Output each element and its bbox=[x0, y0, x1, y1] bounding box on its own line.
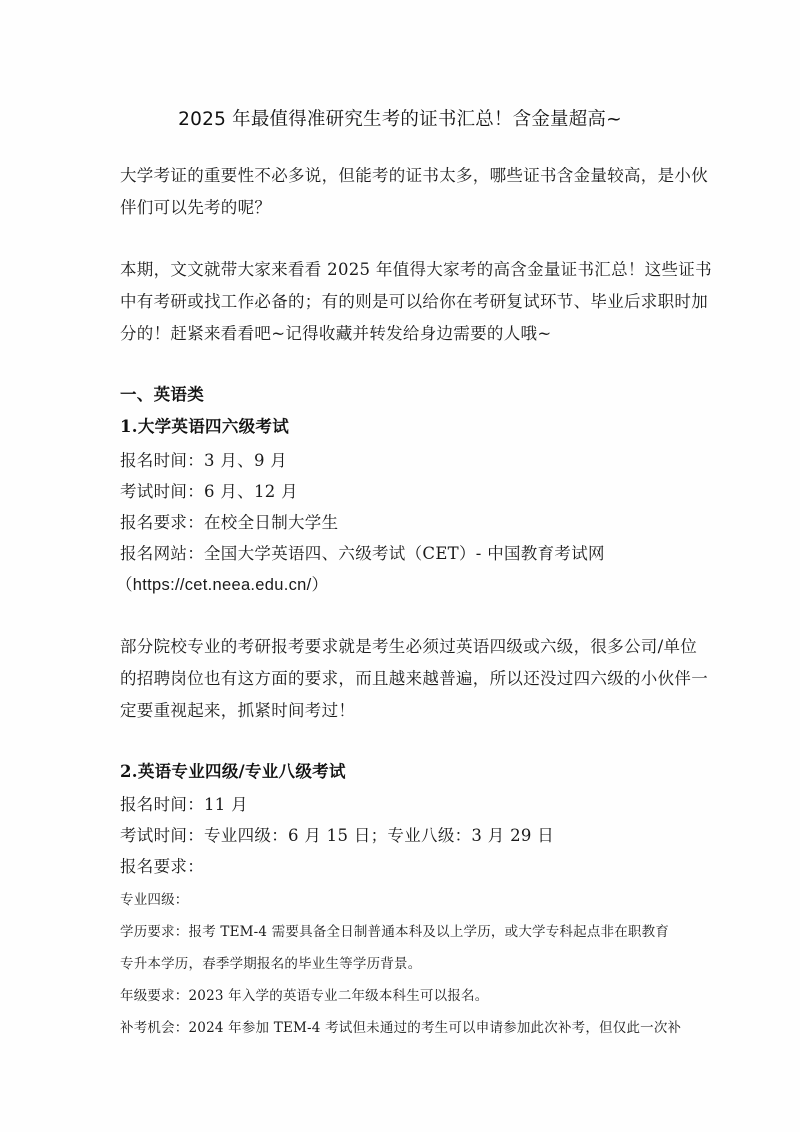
document-title: 2025 年最值得准研究生考的证书汇总！含金量超高~ bbox=[178, 109, 622, 130]
cet-note-line: 定要重视起来，抓紧时间考过！ bbox=[120, 701, 356, 720]
cet-url-link[interactable]: （https://cet.neea.edu.cn/） bbox=[116, 576, 329, 594]
section-heading-english: 一、英语类 bbox=[120, 385, 204, 404]
item-heading-tem: 2.英语专业四级/专业八级考试 bbox=[120, 762, 346, 781]
registration-time: 报名时间：11 月 bbox=[120, 795, 248, 814]
registration-time: 报名时间：3 月、9 月 bbox=[120, 451, 288, 470]
preface-line: 分的！赶紧来看看吧~记得收藏并转发给身边需要的人哦~ bbox=[120, 324, 552, 343]
registration-requirement: 报名要求：在校全日制大学生 bbox=[120, 513, 339, 532]
exam-time: 考试时间：6 月、12 月 bbox=[120, 482, 298, 501]
preface-line: 中有考研或找工作必备的；有的则是可以给你在考研复试环节、毕业后求职时加 bbox=[120, 292, 708, 311]
tem-detail-line: 年级要求：2023 年入学的英语专业二年级本科生可以报名。 bbox=[120, 988, 489, 1004]
exam-time: 考试时间：专业四级：6 月 15 日；专业八级：3 月 29 日 bbox=[120, 826, 555, 845]
cet-note-line: 部分院校专业的考研报考要求就是考生必须过英语四级或六级，很多公司/单位 bbox=[120, 637, 698, 656]
tem-detail-line: 补考机会：2024 年参加 TEM-4 考试但未通过的考生可以申请参加此次补考，但仅此一次补 bbox=[120, 1020, 682, 1036]
tem-detail-line: 学历要求：报考 TEM-4 需要具备全日制普通本科及以上学历，或大学专科起点非在职教育 bbox=[120, 924, 670, 940]
intro-line: 伴们可以先考的呢？ bbox=[120, 198, 272, 217]
cet-note-line: 的招聘岗位也有这方面的要求，而且越来越普遍，所以还没过四六级的小伙伴一 bbox=[120, 669, 708, 688]
preface-line: 本期，文文就带大家来看看 2025 年值得大家考的高含金量证书汇总！这些证书 bbox=[120, 260, 712, 279]
tem-detail-line: 专升本学历，春季学期报名的毕业生等学历背景。 bbox=[120, 956, 422, 972]
intro-line: 大学考证的重要性不必多说，但能考的证书太多，哪些证书含金量较高，是小伙 bbox=[120, 166, 708, 185]
tem-detail-line: 专业四级： bbox=[120, 892, 189, 908]
registration-website: 报名网站：全国大学英语四、六级考试（CET）- 中国教育考试网 bbox=[120, 544, 605, 563]
item-heading-cet: 1.大学英语四六级考试 bbox=[120, 417, 290, 436]
registration-requirement: 报名要求： bbox=[120, 857, 204, 876]
